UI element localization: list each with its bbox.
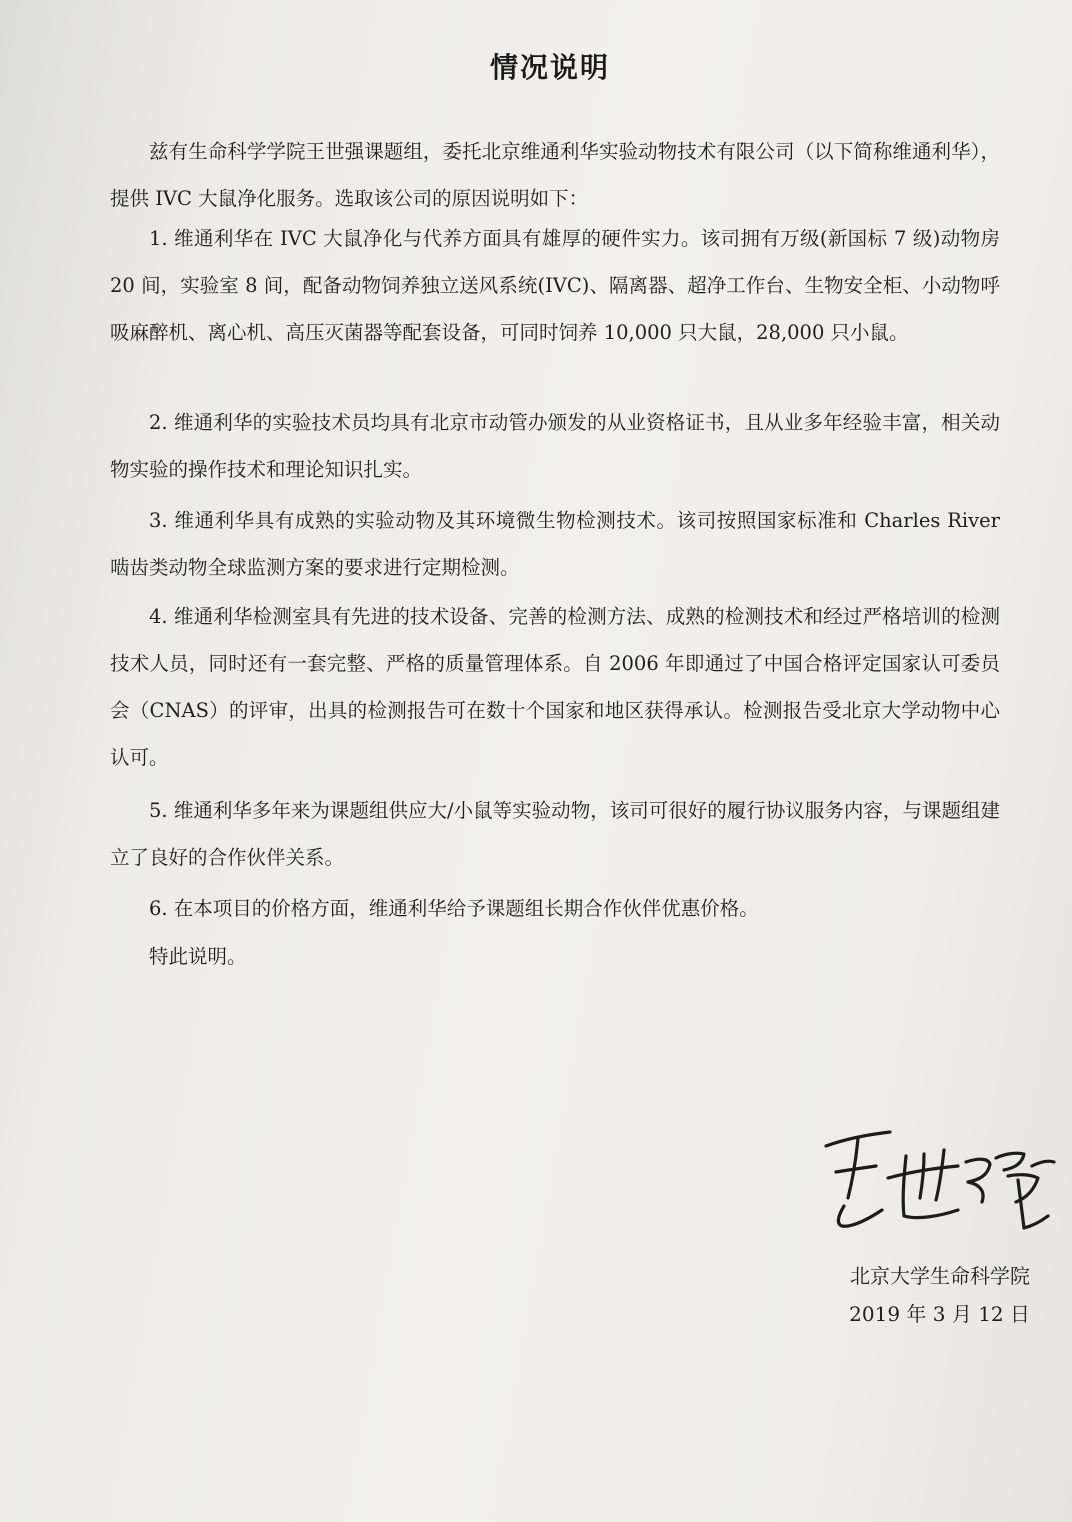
reason-item-4: 4. 维通利华检测室具有先进的技术设备、完善的检测方法、成熟的检测技术和经过严格培训的检测技术人员，同时还有一套完整、严格的质量管理体系。自 2006 年即通过了中国合格评定国家认可委员会（CNAS）的评审，出具的检测报告可在数十个国家和地区获得承认。检测报告受北京大学动物中心认可。 [110,605,1000,769]
closing-remark: 特此说明。 [149,945,247,968]
issuing-organization: 北京大学生命科学院 [850,1264,1030,1288]
reason-item-6: 6. 在本项目的价格方面，维通利华给予课题组长期合作伙伴优惠价格。 [149,897,759,920]
reason-item-3: 3. 维通利华具有成熟的实验动物及其环境微生物检测技术。该司按照国家标准和 Charles River 啮齿类动物全球监测方案的要求进行定期检测。 [110,509,1000,579]
handwritten-signature [818,1120,1058,1245]
intro-paragraph: 兹有生命科学学院王世强课题组，委托北京维通利华实验动物技术有限公司（以下简称维通利华），提供 IVC 大鼠净化服务。选取该公司的原因说明如下： [110,140,1000,210]
reason-item-5: 5. 维通利华多年来为课题组供应大/小鼠等实验动物，该司可很好的履行协议服务内容，与课题组建立了良好的合作伙伴关系。 [110,799,1000,869]
reason-item-1: 1. 维通利华在 IVC 大鼠净化与代养方面具有雄厚的硬件实力。该司拥有万级(新国标 7 级)动物房 20 间，实验室 8 间，配备动物饲养独立送风系统(IVC)、隔离器、超净工作台、生物安全柜、小动物呼吸麻醉机、离心机、高压灭菌器等配套设备，可同时饲养 10,000 只大鼠，28,000 只小鼠。 [110,227,1000,344]
document-date: 2019 年 3 月 12 日 [849,1302,1030,1326]
reason-item-2: 2. 维通利华的实验技术员均具有北京市动管办颁发的从业资格证书，且从业多年经验丰富，相关动物实验的操作技术和理论知识扎实。 [110,411,1000,481]
document-title: 情况说明 [489,51,610,84]
